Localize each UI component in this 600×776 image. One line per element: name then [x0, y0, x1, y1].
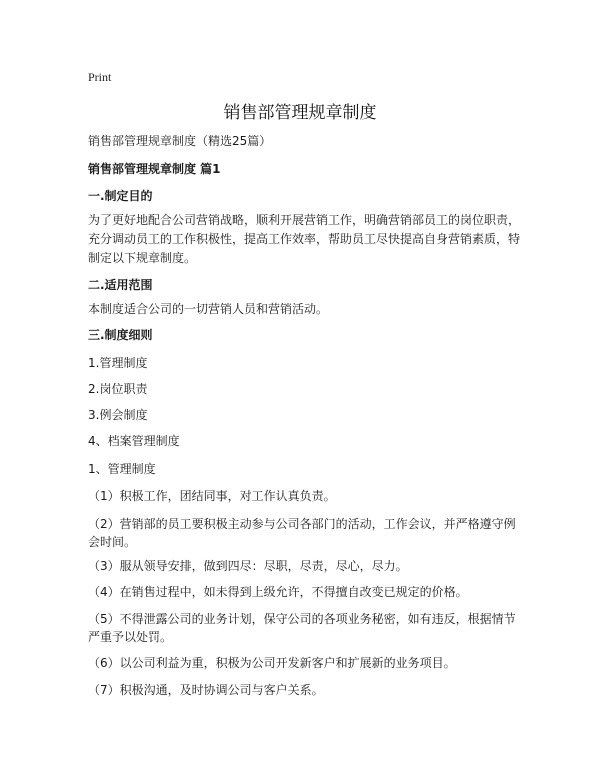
rule-item: （7）积极沟通，及时协调公司与客户关系。: [88, 683, 324, 697]
heading-scope: 二.适用范围: [88, 278, 153, 292]
rule-item: （4）在销售过程中，如未得到上级允许，不得擅自改变已规定的价格。: [88, 585, 468, 599]
paragraph-purpose-line-1: 为了更好地配合公司营销战略，顺利开展营销工作，明确营销部员工的岗位职责，: [88, 213, 521, 227]
rule-item-line-1: （5）不得泄露公司的业务计划，保守公司的各项业务秘密，如有违反，根据情节: [88, 612, 516, 626]
list-item: 1.管理制度: [88, 356, 148, 370]
rule-item-line-2: 会时间。: [88, 535, 137, 549]
paragraph-purpose-line-2: 充分调动员工的工作积极性，提高工作效率，帮助员工尽快提高自身营销素质，特: [88, 232, 521, 246]
page-title: 销售部管理规章制度: [223, 103, 377, 123]
heading-rules: 三.制度细则: [88, 328, 153, 342]
rule-item: （6）以公司利益为重，积极为公司开发新客户和扩展新的业务项目。: [88, 656, 456, 670]
list-item: 2.岗位职责: [88, 382, 148, 396]
rule-item-line-1: （2）营销部的员工要积极主动参与公司各部门的活动，工作会议，并严格遵守例: [88, 517, 516, 531]
list-item: 3.例会制度: [88, 408, 148, 422]
section-heading: 销售部管理规章制度 篇1: [88, 162, 221, 176]
rule-item: （1）积极工作，团结同事，对工作认真负责。: [88, 489, 336, 503]
document-subtitle: 销售部管理规章制度（精选25篇）: [88, 134, 272, 148]
list-item: 4、档案管理制度: [88, 434, 180, 448]
paragraph-scope: 本制度适合公司的一切营销人员和营销活动。: [88, 302, 329, 316]
sub-heading-management: 1、管理制度: [88, 462, 156, 476]
print-link[interactable]: Print: [88, 70, 112, 84]
rule-item: （3）服从领导安排，做到四尽：尽职，尽责，尽心，尽力。: [88, 559, 408, 573]
paragraph-purpose-line-3: 制定以下规章制度。: [88, 251, 197, 265]
heading-purpose: 一.制定目的: [88, 189, 153, 203]
rule-item-line-2: 严重予以处罚。: [88, 630, 173, 644]
